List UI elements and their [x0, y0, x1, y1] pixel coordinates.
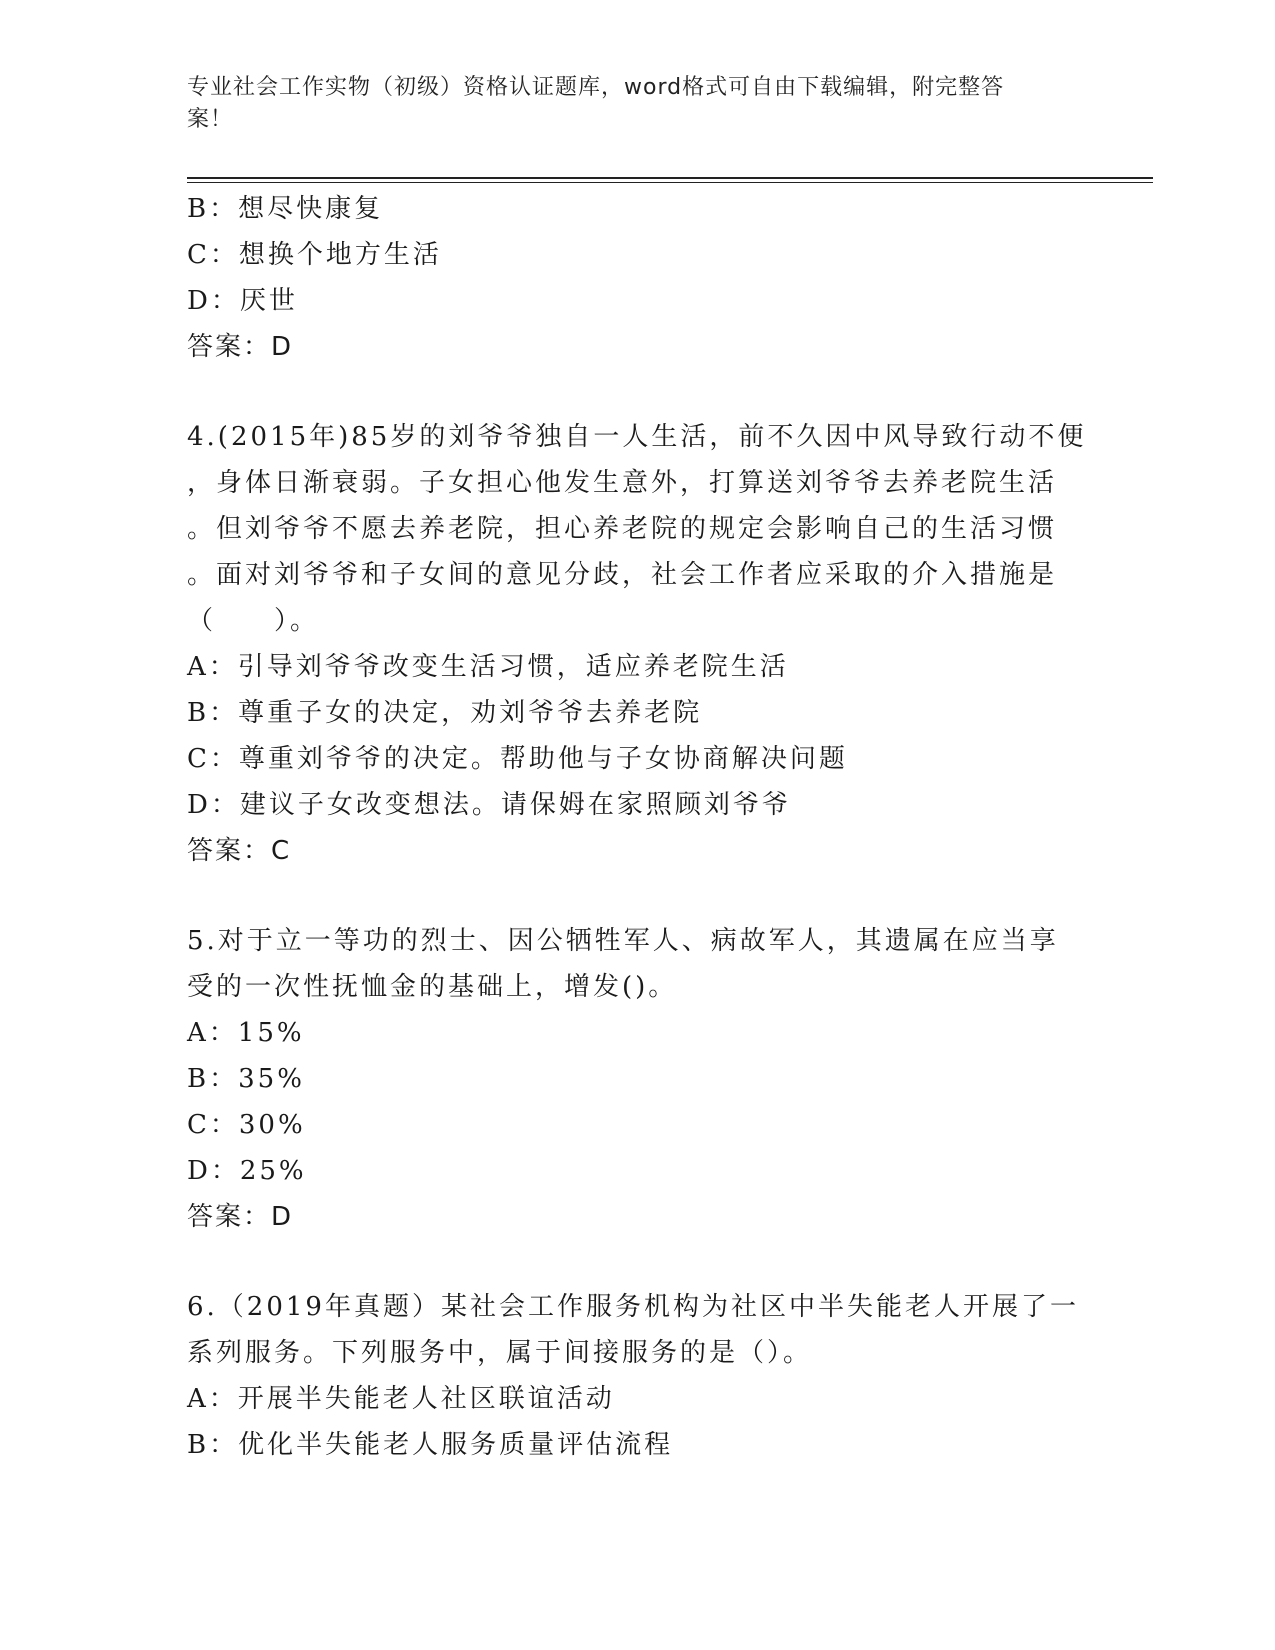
stem-line: 。但刘爷爷不愿去养老院，担心养老院的规定会影响自己的生活习惯 — [187, 514, 1058, 544]
question-3-tail — [187, 186, 1087, 370]
question-5 — [187, 918, 1087, 1240]
spacer — [187, 370, 1087, 414]
stem-line: 。面对刘爷爷和子女间的意见分歧，社会工作者应采取的介入措施是 — [187, 560, 1058, 590]
answer-line: 答案：D — [187, 1202, 294, 1232]
option-d: D：建议子女改变想法。请保姆在家照顾刘爷爷 — [187, 790, 791, 820]
question-stem — [187, 918, 1087, 1010]
option-b: B：优化半失能老人服务质量评估流程 — [187, 1430, 674, 1460]
header-divider-thin — [187, 182, 1153, 183]
option-a: A：15% — [187, 1018, 305, 1048]
stem-line: 4.(2015年)85岁的刘爷爷独自一人生活，前不久因中风导致行动不便 — [187, 422, 1087, 452]
option-d: D：25% — [187, 1156, 307, 1186]
stem-line: （ ）。 — [187, 606, 320, 636]
option-b: B：尊重子女的决定，劝刘爷爷去养老院 — [187, 698, 703, 728]
spacer — [187, 1240, 1087, 1284]
answer-line: 答案：D — [187, 332, 294, 362]
stem-line: 系列服务。下列服务中，属于间接服务的是（）。 — [187, 1338, 813, 1368]
stem-line: 受的一次性抚恤金的基础上，增发()。 — [187, 972, 678, 1002]
option-c: C：想换个地方生活 — [187, 240, 442, 270]
document-body — [187, 186, 1087, 1468]
header-line-2: 案！ — [187, 107, 234, 132]
header-divider-thick — [187, 177, 1153, 179]
option-d: D：厌世 — [187, 286, 298, 316]
page-header — [187, 72, 1067, 136]
option-c: C：尊重刘爷爷的决定。帮助他与子女协商解决问题 — [187, 744, 848, 774]
stem-line: 5.对于立一等功的烈士、因公牺牲军人、病故军人，其遗属在应当享 — [187, 926, 1059, 956]
option-a: A：引导刘爷爷改变生活习惯，适应养老院生活 — [187, 652, 789, 682]
question-4 — [187, 414, 1087, 874]
stem-line: 6.（2019年真题）某社会工作服务机构为社区中半失能老人开展了一 — [187, 1292, 1079, 1322]
question-6 — [187, 1284, 1087, 1468]
question-stem — [187, 1284, 1087, 1376]
option-c: C：30% — [187, 1110, 306, 1140]
option-b: B：35% — [187, 1064, 305, 1094]
answer-line: 答案：C — [187, 836, 292, 866]
stem-line: ，身体日渐衰弱。子女担心他发生意外，打算送刘爷爷去养老院生活 — [187, 468, 1058, 498]
header-line-1: 专业社会工作实物（初级）资格认证题库，word格式可自由下载编辑，附完整答 — [187, 75, 1005, 100]
spacer — [187, 874, 1087, 918]
option-a: A：开展半失能老人社区联谊活动 — [187, 1384, 615, 1414]
option-b: B：想尽快康复 — [187, 194, 384, 224]
question-stem — [187, 414, 1087, 644]
